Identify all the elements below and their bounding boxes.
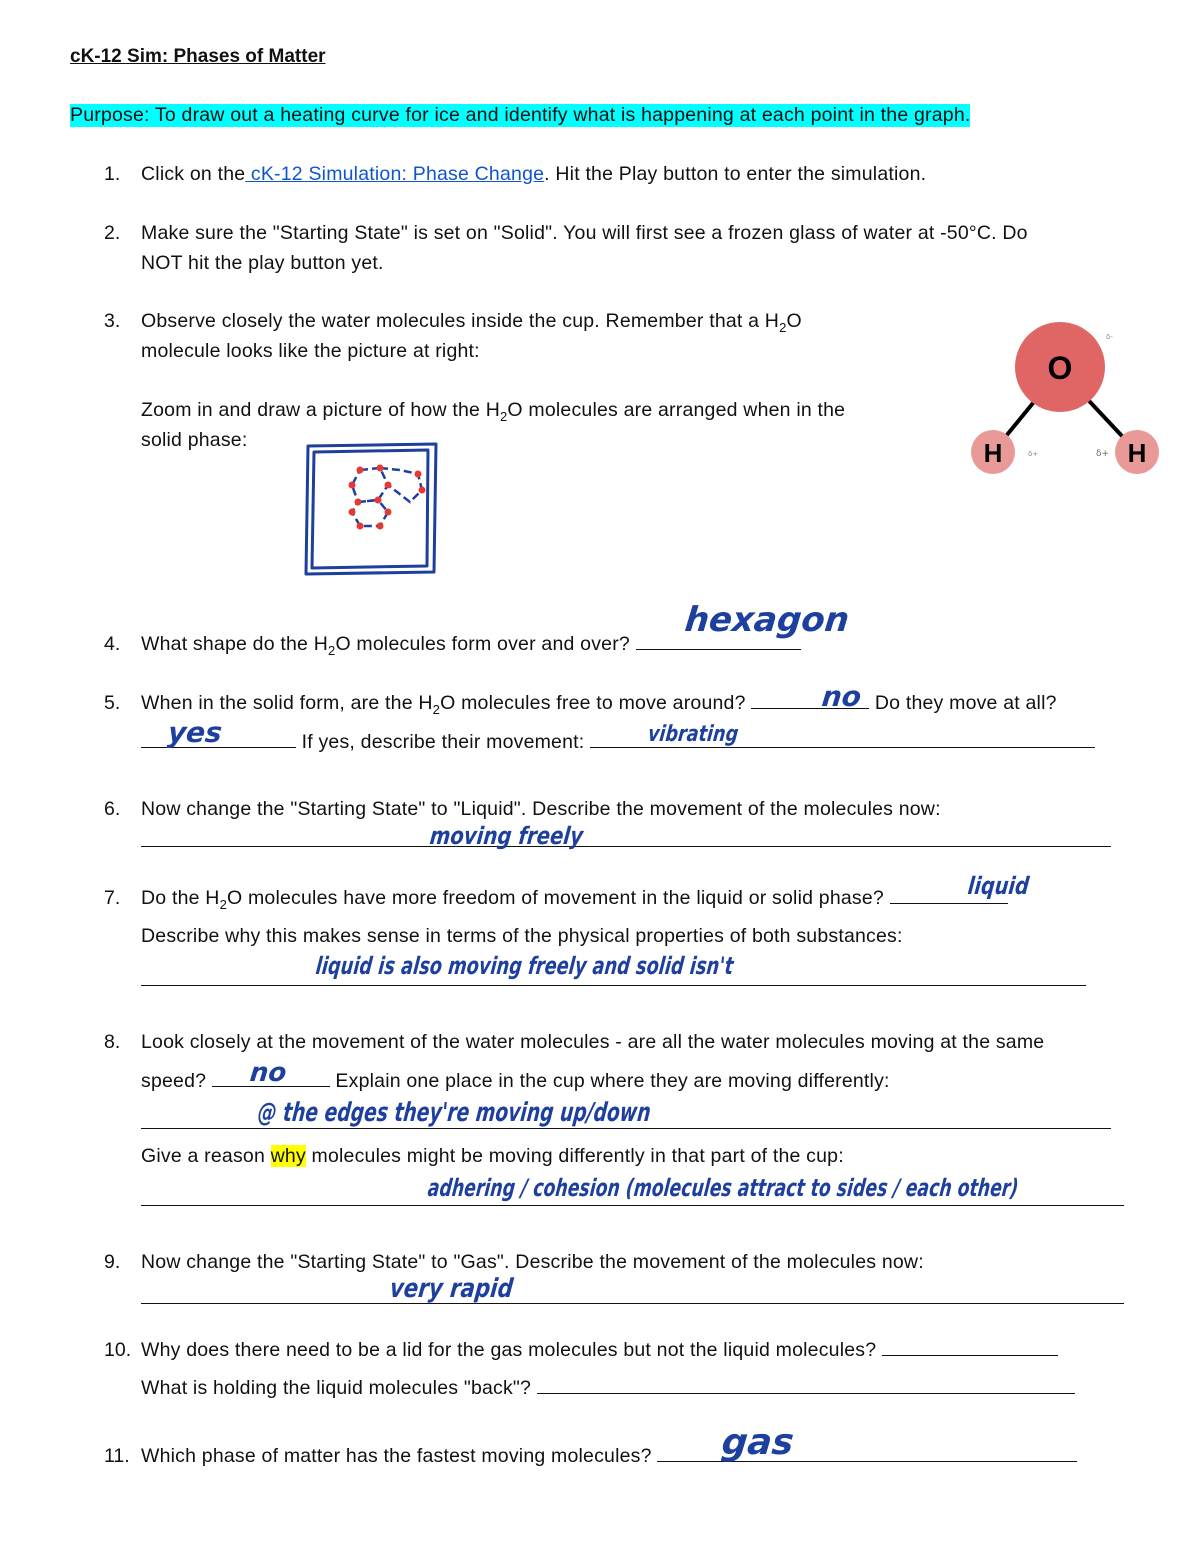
q2-line1: Make sure the "Starting State" is set on "Solid". You will first see a frozen glass of water at -50°C. Do — [141, 222, 1028, 244]
q9-answer: very rapid — [388, 1274, 515, 1304]
svg-text:H: H — [1127, 438, 1147, 468]
q5-answer1: no — [820, 680, 863, 713]
water-molecule-diagram — [960, 315, 1160, 490]
q7-line1: Do the $H_2O$ molecules have more freedom of movement in the liquid or solid phase? — [141, 887, 1008, 912]
purpose-text: Purpose: To draw out a heating curve for ice and identify what is happening at each point in the graph. — [70, 104, 971, 126]
phase-change-sim-link[interactable]: cK-12 Simulation: Phase Change — [245, 163, 545, 185]
q11-number: 11. — [104, 1445, 130, 1467]
q3-number: 3. — [104, 310, 121, 332]
q2-number: 2. — [104, 222, 121, 244]
svg-text:δ+: δ+ — [1028, 450, 1039, 458]
q6-answer-blank[interactable] — [141, 846, 1111, 847]
svg-text:δ+: δ+ — [1096, 449, 1110, 459]
q11-text: Which phase of matter has the fastest moving molecules? — [141, 1445, 1077, 1468]
q8-line2: speed? Explain one place in the cup where they are moving differently: — [141, 1070, 890, 1092]
q5-line2: If yes, describe their movement: — [141, 731, 1095, 754]
q6-answer: moving freely — [428, 822, 585, 850]
q8-answer3-blank[interactable] — [141, 1205, 1124, 1206]
q4-answer-blank[interactable] — [636, 647, 801, 650]
q4-answer: hexagon — [682, 600, 852, 640]
q2-line2: NOT hit the play button yet. — [141, 252, 384, 274]
q4-text: What shape do the $H_2O$ molecules form over and over? — [141, 633, 801, 658]
q8-answer3: adhering / cohesion (molecules attract to sides / each other) — [426, 1174, 1020, 1202]
q9-answer-blank[interactable] — [141, 1303, 1124, 1304]
q7-number: 7. — [104, 887, 121, 909]
page-title: cK-12 Sim: Phases of Matter — [70, 46, 326, 67]
q7-answer2: liquid is also moving freely and solid isn't — [314, 952, 735, 980]
q7-answer2-blank[interactable] — [141, 985, 1086, 986]
q5-line1: When in the solid form, are the $H_2O$ molecules free to move around? Do they move at all? — [141, 692, 1057, 717]
q5-answer3: vibrating — [646, 722, 740, 747]
q9-text: Now change the "Starting State" to "Gas". Describe the movement of the molecules now: — [141, 1251, 924, 1273]
q10-answer1-blank[interactable] — [882, 1353, 1058, 1356]
q7-answer1: liquid — [966, 872, 1031, 900]
q3-line1: Observe closely the water molecules inside the cup. Remember that a $H_2O$ — [141, 310, 802, 335]
svg-text:δ-: δ- — [1106, 333, 1113, 341]
q3-line4: solid phase: — [141, 429, 248, 451]
q10-line1: Why does there need to be a lid for the gas molecules but not the liquid molecules? — [141, 1339, 1058, 1362]
q10-line2: What is holding the liquid molecules "back"? — [141, 1377, 1075, 1400]
svg-text:O: O — [1047, 350, 1073, 386]
q8-line4: Give a reason why molecules might be moving differently in that part of the cup: — [141, 1145, 844, 1167]
q8-number: 8. — [104, 1031, 121, 1053]
svg-text:H: H — [983, 438, 1003, 468]
q8-line1: Look closely at the movement of the water molecules - are all the water molecules moving at the same — [141, 1031, 1045, 1053]
hexagon-sketch — [300, 440, 445, 580]
why-highlight: why — [270, 1145, 306, 1167]
q10-number: 10. — [104, 1339, 132, 1361]
q7-answer1-blank[interactable] — [890, 901, 1008, 904]
q7-line2: Describe why this makes sense in terms of the physical properties of both substances: — [141, 925, 903, 947]
q6-text: Now change the "Starting State" to "Liquid". Describe the movement of the molecules now: — [141, 798, 941, 820]
q1-text: Click on the cK-12 Simulation: Phase Change. Hit the Play button to enter the simulation. — [141, 163, 927, 185]
q8-answer2: @ the edges they're moving up/down — [256, 1098, 653, 1128]
q3-line3: Zoom in and draw a picture of how the $H_2O$ molecules are arranged when in the — [141, 399, 846, 424]
q4-number: 4. — [104, 633, 121, 655]
q3-line2: molecule looks like the picture at right: — [141, 340, 480, 362]
q10-answer2-blank[interactable] — [537, 1391, 1075, 1394]
q8-answer2-blank[interactable] — [141, 1128, 1111, 1129]
q5-number: 5. — [104, 692, 121, 714]
q6-number: 6. — [104, 798, 121, 820]
q5-answer2: yes — [166, 716, 224, 749]
q9-number: 9. — [104, 1251, 121, 1273]
q8-answer1: no — [248, 1058, 288, 1088]
q11-answer: gas — [719, 1422, 796, 1463]
q1-number: 1. — [104, 163, 121, 185]
